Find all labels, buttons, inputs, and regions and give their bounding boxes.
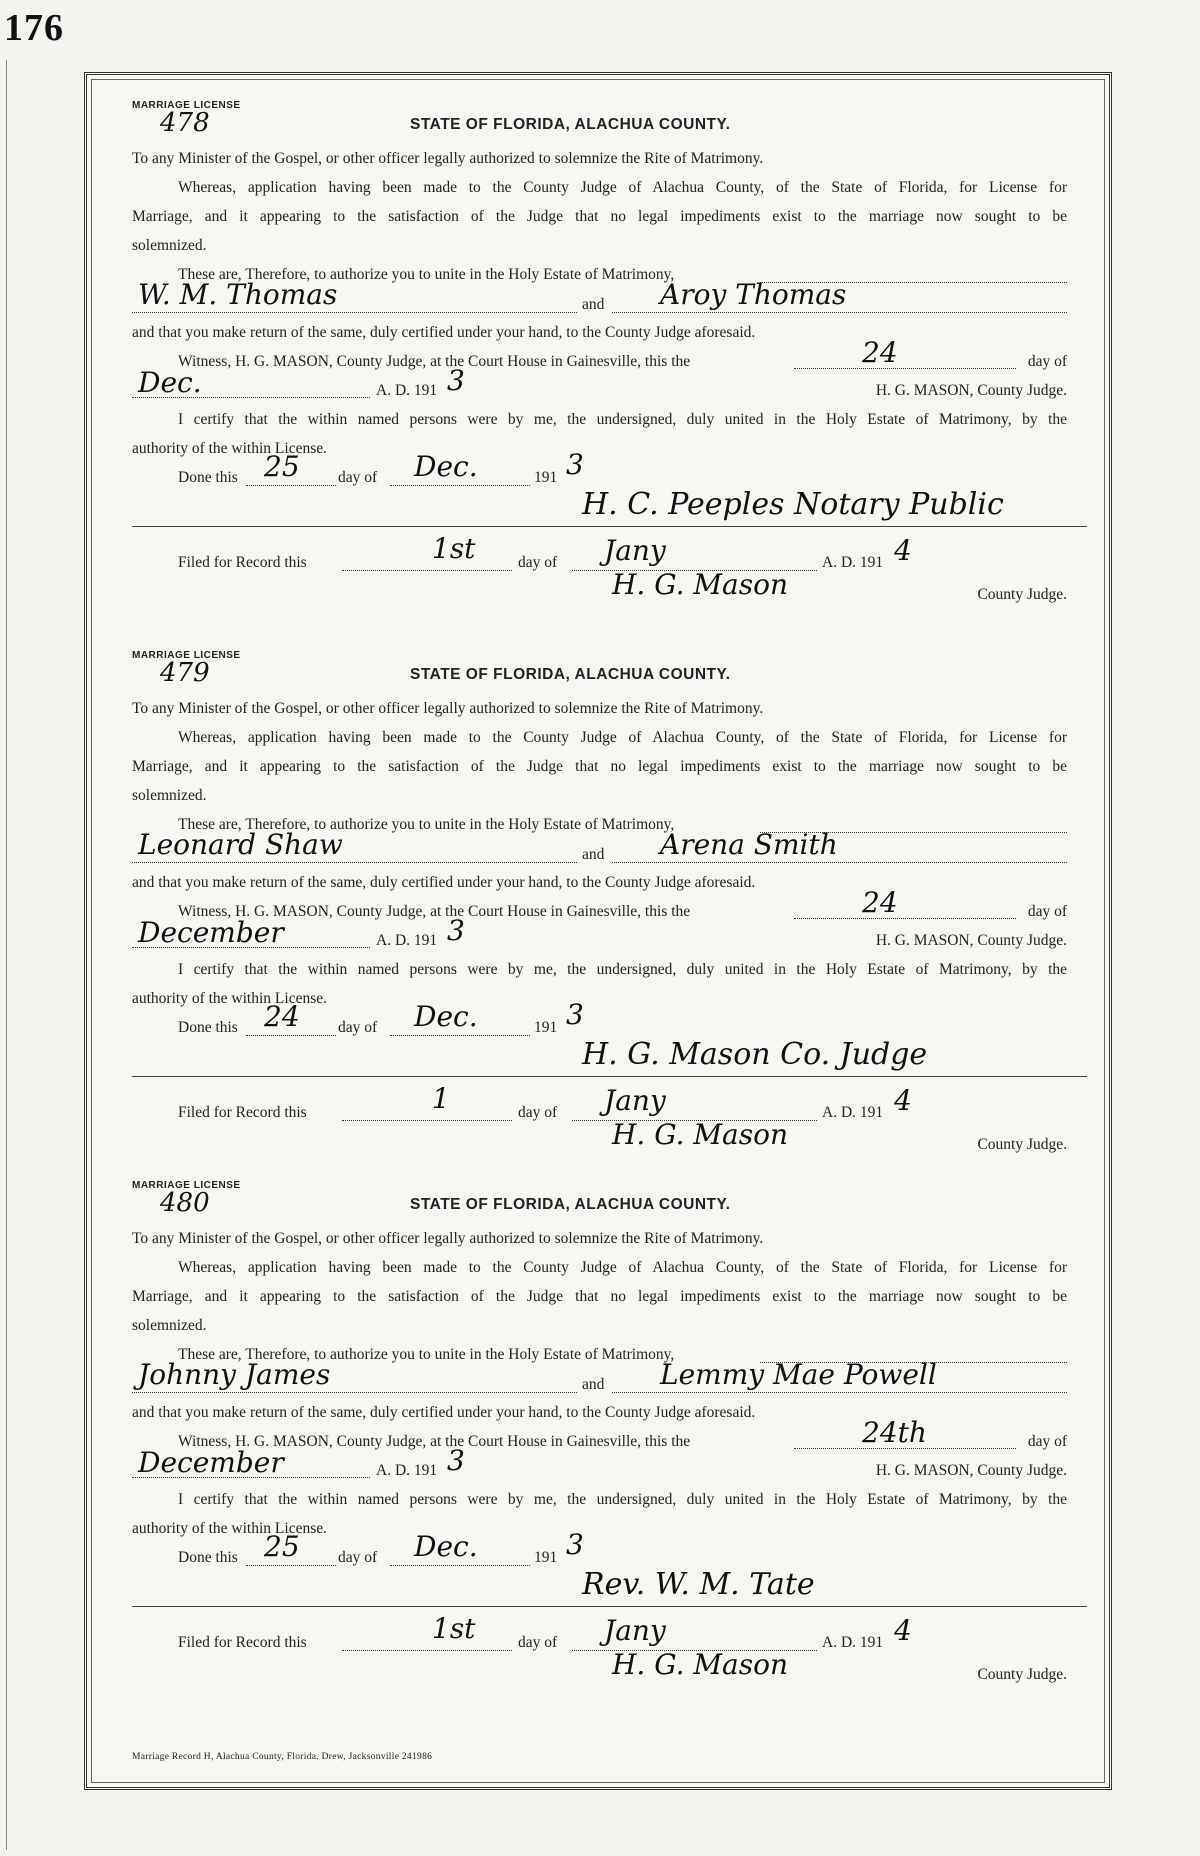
filed-month: Jany	[604, 1084, 666, 1117]
filed-year-digit: 4	[894, 1614, 912, 1647]
done-day-line	[246, 485, 336, 486]
day-of-done-label: day of	[338, 1549, 378, 1566]
done-year-digit: 3	[566, 448, 584, 481]
bride-name: Arena Smith	[660, 828, 838, 861]
groom-line	[132, 862, 577, 863]
ad-label: A. D. 191	[376, 932, 438, 949]
filed-day-line	[342, 1650, 512, 1651]
witness-line: Witness, H. G. MASON, County Judge, at the Court House in Gainesville, this the	[178, 903, 691, 920]
day-of-done-label: day of	[338, 1019, 378, 1036]
done-this-label: Done this	[178, 469, 238, 486]
done-year-digit: 3	[566, 1528, 584, 1561]
state-title: STATE OF FLORIDA, ALACHUA COUNTY.	[410, 666, 731, 683]
day-of-filed-label: day of	[518, 1634, 558, 1651]
address-line: To any Minister of the Gospel, or other officer legally authorized to solemnize the Rite of Matrimony.	[132, 150, 764, 167]
done-month-line	[390, 485, 530, 486]
margin-rule	[6, 60, 7, 1850]
whereas-line-3: solemnized.	[132, 1317, 207, 1334]
whereas-line-2: Marriage, and it appearing to the satisfaction of the Judge that no legal impediments exist to the marriage now sought to be	[132, 1288, 1067, 1305]
day-of-filed-label: day of	[518, 554, 558, 571]
done-month: Dec.	[414, 1530, 478, 1563]
filed-ad-label: A. D. 191	[822, 1634, 884, 1651]
filed-label: Filed for Record this	[178, 554, 307, 571]
bride-line	[612, 312, 1067, 313]
judge-name: H. G. MASON, County Judge.	[875, 382, 1067, 399]
witness-month: December	[138, 1446, 284, 1479]
witness-day-line	[794, 368, 1016, 369]
done-month: Dec.	[414, 1000, 478, 1033]
marriage-license-2	[132, 650, 1067, 1170]
whereas-line-3: solemnized.	[132, 237, 207, 254]
done-day: 25	[264, 450, 300, 483]
done-year-label: 191	[534, 469, 558, 486]
section-divider	[132, 1076, 1087, 1077]
state-title: STATE OF FLORIDA, ALACHUA COUNTY.	[410, 116, 731, 133]
witness-month: Dec.	[138, 366, 202, 399]
filed-signature: H. G. Mason	[612, 568, 789, 601]
license-label: MARRIAGE LICENSE	[132, 1180, 241, 1191]
done-year-label: 191	[534, 1549, 558, 1566]
whereas-line-1: Whereas, application having been made to the County Judge of Alachua County, of the State of Florida, for License for	[178, 179, 1067, 196]
groom-line	[132, 312, 577, 313]
done-day: 24	[264, 1000, 300, 1033]
filed-day: 1	[432, 1082, 450, 1115]
groom-name: Johnny James	[138, 1358, 331, 1391]
authorize-line: These are, Therefore, to authorize you to unite in the Holy Estate of Matrimony,	[178, 816, 675, 833]
bride-line	[612, 1392, 1067, 1393]
filed-signature: H. G. Mason	[612, 1648, 789, 1681]
groom-name: W. M. Thomas	[138, 278, 338, 311]
certify-line-1: I certify that the within named persons were by me, the undersigned, duly united in the Holy Estate of Matrimony, by the	[178, 1491, 1067, 1508]
bride-name: Lemmy Mae Powell	[660, 1358, 937, 1391]
county-judge-label: County Judge.	[977, 586, 1067, 603]
officiant-signature: Rev. W. M. Tate	[582, 1567, 815, 1602]
filed-day: 1st	[432, 532, 476, 565]
section-divider	[132, 526, 1087, 527]
license-number: 478	[160, 108, 210, 138]
filed-label: Filed for Record this	[178, 1634, 307, 1651]
witness-year-digit: 3	[447, 1444, 465, 1477]
county-judge-label: County Judge.	[977, 1666, 1067, 1683]
whereas-line-2: Marriage, and it appearing to the satisfaction of the Judge that no legal impediments exist to the marriage now sought to be	[132, 758, 1067, 775]
certify-line-1: I certify that the within named persons were by me, the undersigned, duly united in the Holy Estate of Matrimony, by the	[178, 411, 1067, 428]
and-label: and	[582, 846, 605, 863]
marriage-license-1	[132, 100, 1067, 620]
officiant-signature: H. C. Peeples Notary Public	[582, 487, 1004, 522]
address-line: To any Minister of the Gospel, or other officer legally authorized to solemnize the Rite of Matrimony.	[132, 1230, 764, 1247]
whereas-line-3: solemnized.	[132, 787, 207, 804]
whereas-line-1: Whereas, application having been made to the County Judge of Alachua County, of the State of Florida, for License for	[178, 729, 1067, 746]
witness-month: December	[138, 916, 284, 949]
witness-month-line	[132, 947, 370, 948]
done-day: 25	[264, 1530, 300, 1563]
page-number: 176	[4, 7, 64, 49]
license-label: MARRIAGE LICENSE	[132, 650, 241, 661]
witness-year-digit: 3	[447, 914, 465, 947]
witness-day-line	[794, 918, 1016, 919]
filed-signature: H. G. Mason	[612, 1118, 789, 1151]
return-line: and that you make return of the same, duly certified under your hand, to the County Judge aforesaid.	[132, 324, 756, 341]
printer-footer: Marriage Record H, Alachua County, Florida. Drew, Jacksonville 241986	[132, 1752, 433, 1762]
state-title: STATE OF FLORIDA, ALACHUA COUNTY.	[410, 1196, 731, 1213]
witness-month-line	[132, 397, 370, 398]
filed-year-digit: 4	[894, 534, 912, 567]
groom-name: Leonard Shaw	[138, 828, 343, 861]
authorize-line: These are, Therefore, to authorize you to unite in the Holy Estate of Matrimony,	[178, 266, 675, 283]
bride-name: Aroy Thomas	[660, 278, 847, 311]
license-number: 479	[160, 658, 210, 688]
authorize-line: These are, Therefore, to authorize you to unite in the Holy Estate of Matrimony,	[178, 1346, 675, 1363]
witness-line: Witness, H. G. MASON, County Judge, at the Court House in Gainesville, this the	[178, 1433, 691, 1450]
whereas-line-2: Marriage, and it appearing to the satisfaction of the Judge that no legal impediments exist to the marriage now sought to be	[132, 208, 1067, 225]
filed-month: Jany	[604, 534, 666, 567]
return-line: and that you make return of the same, duly certified under your hand, to the County Judge aforesaid.	[132, 1404, 756, 1421]
done-month-line	[390, 1035, 530, 1036]
judge-name: H. G. MASON, County Judge.	[875, 1462, 1067, 1479]
witness-year-digit: 3	[447, 364, 465, 397]
filed-day-line	[342, 570, 512, 571]
witness-line: Witness, H. G. MASON, County Judge, at the Court House in Gainesville, this the	[178, 353, 691, 370]
done-year-label: 191	[534, 1019, 558, 1036]
done-day-line	[246, 1565, 336, 1566]
county-judge-label: County Judge.	[977, 1136, 1067, 1153]
done-year-digit: 3	[566, 998, 584, 1031]
license-number: 480	[160, 1188, 210, 1218]
certify-line-1: I certify that the within named persons were by me, the undersigned, duly united in the Holy Estate of Matrimony, by the	[178, 961, 1067, 978]
return-line: and that you make return of the same, duly certified under your hand, to the County Judge aforesaid.	[132, 874, 756, 891]
witness-day: 24	[862, 336, 898, 369]
day-of-done-label: day of	[338, 469, 378, 486]
day-of-label: day of	[1027, 353, 1067, 370]
judge-name: H. G. MASON, County Judge.	[875, 932, 1067, 949]
done-month: Dec.	[414, 450, 478, 483]
bride-line	[612, 862, 1067, 863]
license-label: MARRIAGE LICENSE	[132, 100, 241, 111]
filed-ad-label: A. D. 191	[822, 1104, 884, 1121]
day-of-label: day of	[1027, 1433, 1067, 1450]
day-of-label: day of	[1027, 903, 1067, 920]
done-this-label: Done this	[178, 1549, 238, 1566]
witness-day: 24th	[862, 1416, 927, 1449]
and-label: and	[582, 1376, 605, 1393]
filed-day: 1st	[432, 1612, 476, 1645]
marriage-license-3	[132, 1180, 1067, 1700]
section-divider	[132, 1606, 1087, 1607]
witness-day: 24	[862, 886, 898, 919]
ad-label: A. D. 191	[376, 382, 438, 399]
and-label: and	[582, 296, 605, 313]
groom-line	[132, 1392, 577, 1393]
filed-day-line	[342, 1120, 512, 1121]
officiant-signature: H. G. Mason Co. Judge	[582, 1037, 928, 1072]
address-line: To any Minister of the Gospel, or other officer legally authorized to solemnize the Rite of Matrimony.	[132, 700, 764, 717]
certify-line-2: authority of the within License.	[132, 440, 327, 457]
done-day-line	[246, 1035, 336, 1036]
witness-month-line	[132, 1477, 370, 1478]
certify-line-2: authority of the within License.	[132, 1520, 327, 1537]
done-this-label: Done this	[178, 1019, 238, 1036]
filed-ad-label: A. D. 191	[822, 554, 884, 571]
filed-year-digit: 4	[894, 1084, 912, 1117]
ad-label: A. D. 191	[376, 1462, 438, 1479]
done-month-line	[390, 1565, 530, 1566]
filed-label: Filed for Record this	[178, 1104, 307, 1121]
whereas-line-1: Whereas, application having been made to the County Judge of Alachua County, of the State of Florida, for License for	[178, 1259, 1067, 1276]
day-of-filed-label: day of	[518, 1104, 558, 1121]
certify-line-2: authority of the within License.	[132, 990, 327, 1007]
filed-month: Jany	[604, 1614, 666, 1647]
